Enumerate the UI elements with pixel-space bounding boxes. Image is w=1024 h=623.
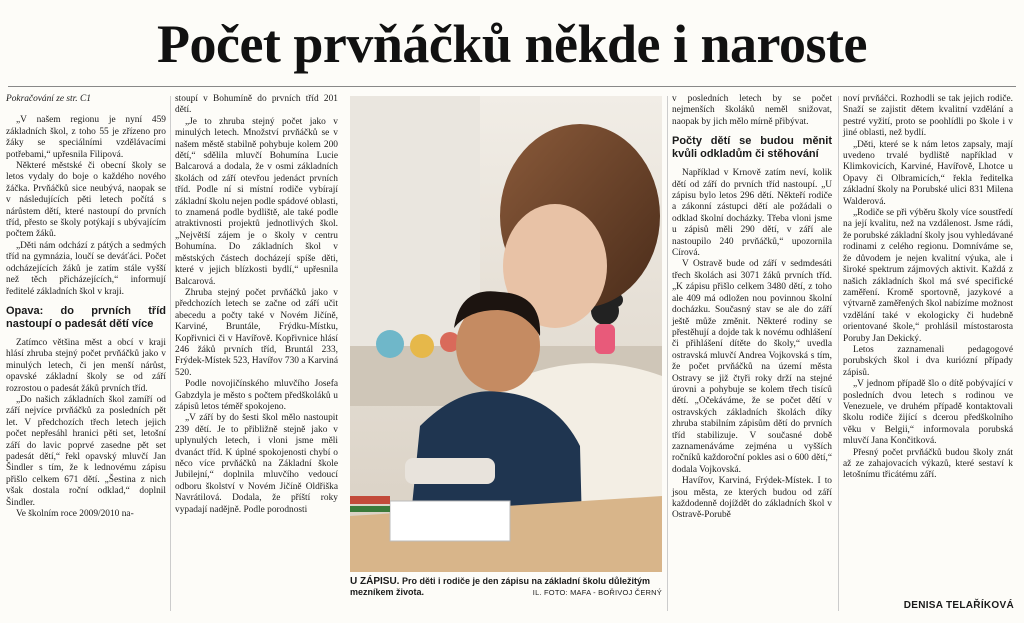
headline-rule	[8, 86, 1016, 87]
headline: Počet prvňáčků někde i naroste	[157, 14, 867, 74]
subheading: Počty dětí se budou měnit kvůli odkladům či stěhování	[672, 135, 832, 161]
column-5	[843, 94, 1013, 482]
paragraph: noví prvňáčci. Rozhodli se tak jejich rodiče. Snaží se zajistit dětem kvalitní vzdělání a pestré vyžití, proto se poohlídli po škole i v jiné oblasti, než bydlí.	[843, 94, 1013, 139]
paragraph: Havířov, Karviná, Frýdek-Místek. I to jsou města, ze kterých budou od září každodenně dojíždět do základních škol v Ostravě-Porubě	[672, 476, 832, 521]
column-divider	[170, 96, 171, 611]
paragraph: „Rodiče se při výběru školy více soustředí na její kvalitu, než na vzdálenost. Jsme rádi, že porubské základní školy jsou vyhledávané rodinami z celého regionu. Domníváme se, že důvodem je nejen kvalitní výuka, ale i široké spektrum zájmových aktivit. Každá z našich základních škol má své specifické zaměření. Kromě sportovně, jazykové a výtvarně zaměřených škol nabízíme možnost vzdělání také v ekologicky či hudebně orientované škole,“ prohlásil místostarosta Poruby Jan Dekický.	[843, 208, 1013, 344]
paragraph: Zatímco většina měst a obcí v kraji hlásí zhruba stejný počet prvňáčků jako v minulých letech, či jen menší nárůst, opavské základní školy se od září rozrostou o padesát žáků prvních tříd.	[6, 337, 166, 394]
paragraph: Podle novojičínského mluvčího Josefa Gabzdyla je město s počtem předškoláků u zápisů letos téměř spokojeno.	[175, 379, 338, 412]
paragraph: Některé městské či obecní školy se letos vydaly do boje o každého nového žáčka. Prvňáčků sice neubývá, naopak se v následujících pěti letech počítá s nárůstem dětí, které nastoupí do prvních tříd, přesto se školy potýkají s ubývajícím počtem žáků.	[6, 161, 166, 240]
paragraph: Například v Krnově zatím neví, kolik dětí od září do prvních tříd nastoupí. „U zápisu bylo letos 296 dětí. Někteří rodiče a zákonní zástupci dětí ale požádali o odklad školní docházky. Třeba vloni jsme u zápisů měli 290 dětí, v září ale nastoupilo 240 prvňáčků,“ upozornila Círová.	[672, 168, 832, 259]
paragraph: Letos zaznamenali pedagogové porubských škol i dva kuriózní případy zápisů.	[843, 344, 1013, 378]
column-divider	[667, 96, 668, 611]
paragraph: „Děti, které se k nám letos zapsaly, mají uvedeno trvalé bydliště například v Klimkovicích, Karviné, Havířově, Lhotce u Opavy či Olbramicích,“ řekla ředitelka základní školy na Porubské ulici 831 Milena Walderová.	[843, 139, 1013, 207]
byline: DENISA TELAŘÍKOVÁ	[903, 600, 1014, 611]
paragraph: stoupí v Bohumíně do prvních tříd 201 dětí.	[175, 94, 338, 116]
photo-caption	[350, 576, 662, 598]
paragraph: v posledních letech by se počet nejmenších školáků neměl snižovat, naopak by jich mělo mírně přibývat.	[672, 94, 832, 127]
article-photo	[350, 96, 662, 572]
photo-illustration	[350, 96, 662, 572]
column-divider	[838, 96, 839, 611]
subheading: Opava: do prvních tříd nastoupí o padesát dětí více	[6, 304, 166, 330]
caption-text: Pro děti i rodiče je den zápisu na základní školu důležitým mezníkem života.	[350, 576, 651, 597]
paragraph: Ve školním roce 2009/2010 na-	[16, 509, 134, 519]
column-1	[6, 94, 166, 520]
paragraph: V Ostravě bude od září v sedmdesáti třech školách asi 3071 žáků prvních tříd. „K zápisu přišlo celkem 3480 dětí, z toho ale 409 má odložen nou povinnou školní docházku. Současný stav se ale do září ještě může změnit. Některé rodiny se přestěhují a dojde tak k novému odhlášení či přihlášení dítěte do školy,“ uvedla ostravská mluvčí Andrea Vojkovská s tím, že počet prvňáčků na území města Ostravy se již čtyři roky drží na stejné úrovni a pohybuje se kolem třech tisíců dětí. „Očekáváme, že se počet dětí v ostravských základních školách díky zhruba stabilním zápisům dětí do prvních tříd stabilizuje. V současné době zaznamenáváme zejména u vyšších ročníků každoroční pokles asi o 600 dětí,“ dodala Vojkovská.	[672, 259, 832, 475]
paragraph: „Děti nám odchází z pátých a sedmých tříd na gymnázia, loučí se deváťáci. Počet odcházejících žáků je zatím stále vyšší než těch přicházejících,“ informují ředitelé základních škol v kraji.	[6, 240, 166, 297]
paragraph: „Do našich základních škol zamíří od září nejvíce prvňáčků za posledních pět let. V předchozích třech letech jejich počet nepřesáhl hranici pěti set, letošní září do lavic poprvé zasedne pět set padesát dětí,“ řekl opavský mluvčí Jan Šindler s tím, že k lednovému zápisu přišlo celkem 671 dětí. „Šestina z nich však dostala roční odklad,“ doplnil Šindler.	[6, 394, 166, 508]
column-2	[175, 94, 338, 516]
continued-note: Pokračování ze str. C1	[6, 94, 91, 104]
column-4	[672, 94, 832, 522]
photo-credit: IL. FOTO: MAFA - BOŘIVOJ ČERNÝ	[532, 588, 662, 597]
caption-heading: U ZÁPISU.	[350, 576, 400, 587]
paragraph: „Je to zhruba stejný počet jako v minulých letech. Množství prvňáčků se v našem městě stabilně pohybuje kolem 200 dětí,“ sdělila mluvčí Bohumína Lucie Balcarová a dodala, že v osmi základních školách od září otevřou jedenáct prvních tříd. Podle ní si místní rodiče vybírají základní školu nejen podle spádové oblasti, to znamená podle bydliště, ale také podle atraktivnosti projektů jednotlivých škol. „Největší zájem je o školy v centru Bohumína. Do základních škol v městských částech docházejí spíše děti, které v jejich blízkosti bydlí,“ upřesnila Balcarová.	[175, 116, 338, 287]
paragraph: Zhruba stejný počet prvňáčků jako v předchozích letech se začne od září učit abecedu a počty také v Novém Jičíně, Karviné, Bruntále, Frýdku-Místku, Kopřivnici či v Havířově. Kopřivnice hlásí 246 žáků prvních tříd, Bruntál 233, Frýdek-Místek 523, Havířov 730 a Karviná 520.	[175, 287, 338, 378]
paragraph: Přesný počet prvňáčků budou školy znát až ze zahajovacích výkazů, které sestaví k letošnímu třicátému září.	[843, 447, 1013, 481]
paragraph: „V našem regionu je nyní 459 základních škol, z toho 55 je zřízeno pro žáky se speciálními vzdělávacími potřebami,“ upřesnila Filipová.	[6, 115, 166, 160]
paragraph: „V září by do šesti škol mělo nastoupit 239 dětí. Je to přibližně stejně jako v uplynulých letech, i vloni jsme měli dvanáct tříd. K úplné spokojenosti chybí o něco více prvňáčků na Základní škole Jubilejní,“ doplnila mluvčího vedoucí odboru školství v Novém Jičíně Oldřiška Navrátilová. Dodala, že příští roky vypadají nadějně. Podle porodnosti	[175, 413, 338, 515]
paragraph: „V jednom případě šlo o dítě pobývající v posledních dvou letech s rodinou ve Venezuele, ve druhém případě kontaktovali školu rodiče žijící s dcerou předškolního věku v Belgii,“ informovala porubská mluvčí Jana Končitková.	[843, 379, 1013, 447]
